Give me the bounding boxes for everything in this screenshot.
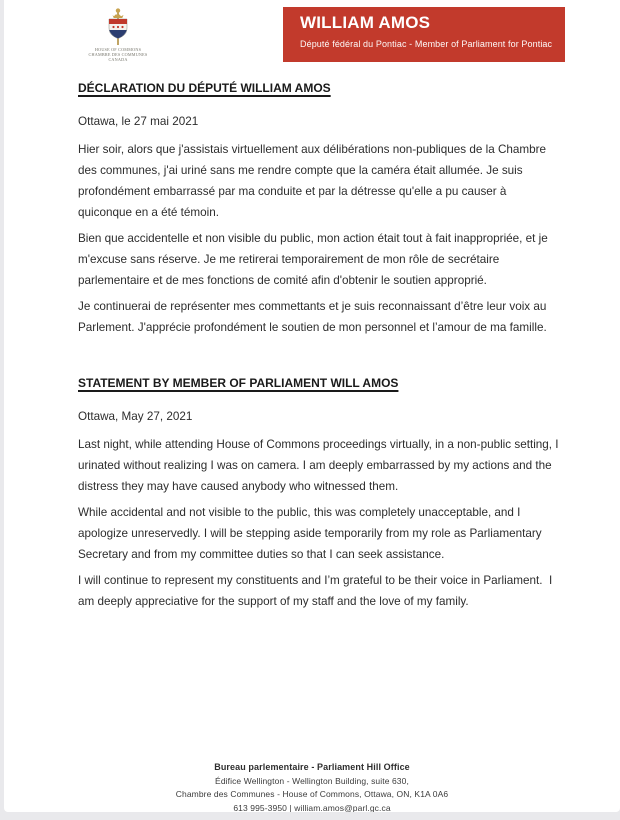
footer-building: Édifice Wellington - Wellington Building, suite 630, [215, 775, 409, 786]
mp-name: WILLIAM AMOS [300, 13, 431, 32]
letter-body [78, 80, 562, 617]
document-page [4, 0, 620, 812]
english-paragraph-2: While accidental and not visible to the public, this was completely unacceptable, and I apologize unreservedly. I will be stepping aside temporarily from my role as Parliamentary Secretary and from my committee duties so that I can seek assistance. [78, 506, 545, 561]
house-of-commons-logo [88, 8, 148, 62]
office-contact-footer [4, 761, 620, 812]
english-paragraph-1: Last night, while attending House of Commons proceedings virtually, in a non-public setting, I urinated without realizing I was on camera. I am deeply embarrassed by my actions and the distress they may have caused anybody who witnessed them. [78, 438, 562, 493]
coat-of-arms-icon [101, 8, 135, 46]
footer-address: Chambre des Communes - House of Commons, Ottawa, ON, K1A 0A6 [175, 789, 449, 799]
french-paragraph-3: Je continuerai de représenter mes commettants et je suis reconnaissant d’être leur voix au Parlement. J'apprécie profondément le soutien de mon personnel et l’amour de ma famille. [78, 300, 550, 334]
english-dateline: Ottawa, May 27, 2021 [78, 410, 193, 423]
french-statement-heading: DÉCLARATION DU DÉPUTÉ WILLIAM AMOS [78, 81, 331, 95]
mp-title: Député fédéral du Pontiac - Member of Parliament for Pontiac [300, 39, 553, 49]
logo-caption-line2: CHAMBRE DES COMMUNES [88, 52, 148, 57]
logo-caption-line1: HOUSE OF COMMONS [94, 47, 142, 52]
french-dateline: Ottawa, le 27 mai 2021 [78, 115, 199, 128]
french-paragraph-2: Bien que accidentelle et non visible du public, mon action était tout à fait inappropriée, et je m'excuse sans réserve. Je me retirerai temporairement de mon rôle de secrétaire parlementaire et de mes fonctions de comité afin d'obtenir le soutien approprié. [78, 232, 551, 287]
english-paragraph-3: I will continue to represent my constituents and I’m grateful to be their voice in Parliament. I am deeply appreciative for the support of my staff and the love of my family. [78, 574, 556, 608]
footer-office-name: Bureau parlementaire - Parliament Hill Office [214, 762, 410, 772]
english-statement-heading: STATEMENT BY MEMBER OF PARLIAMENT WILL AMOS [78, 376, 399, 390]
french-paragraph-1: Hier soir, alors que j'assistais virtuellement aux délibérations non-publiques de la Chambre des communes, j'ai uriné sans me rendre compte que la caméra était allumée. Je suis profondément embarrassé par ma conduite et par la détresse qu'elle a pu causer à quiconque en a été témoin. [78, 143, 550, 219]
mp-name-banner [283, 7, 565, 62]
logo-caption-line3: CANADA [108, 57, 128, 62]
footer-phone-email: 613 995-3950 | william.amos@parl.gc.ca [233, 802, 391, 812]
